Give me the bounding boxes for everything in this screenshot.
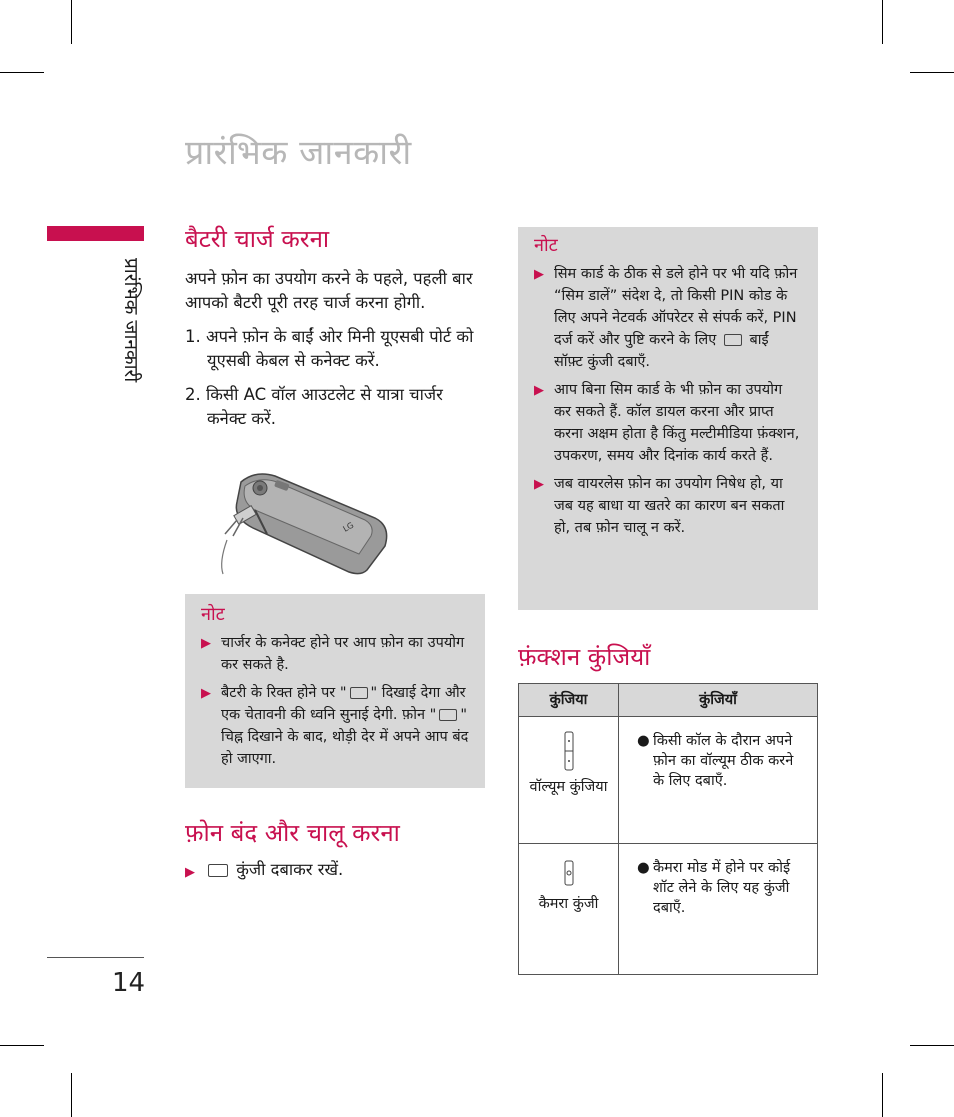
power-section <box>185 816 485 881</box>
note-item: ▶ जब वायरलेस फ़ोन का उपयोग निषेध हो, या जब यह बाधा या खतरे का कारण बन सकता हो, तब फ़ोन चालू न करें. <box>534 476 785 536</box>
crop-mark <box>910 72 954 73</box>
note-item: ▶ चार्जर के कनेक्ट होने पर आप फ़ोन का उपयोग कर सकते है. <box>201 635 465 673</box>
column-header-desc: कुंजियाँ <box>619 684 818 717</box>
arrow-icon: ▶ <box>534 267 544 282</box>
key-description: ● किसी कॉल के दौरान अपने फ़ोन का वॉल्यूम ठीक करने के लिए दबाएँ. <box>637 733 794 789</box>
key-name: कैमरा कुंजी <box>538 896 599 912</box>
battery-step-1: 1. अपने फ़ोन के बाईं ओर मिनी यूएसबी पोर्ट को यूएसबी केबल से कनेक्ट करें. <box>185 327 474 370</box>
note-box-right <box>518 227 818 610</box>
volume-key-icon <box>564 731 574 771</box>
crop-mark <box>910 1045 954 1046</box>
desc-cell <box>619 717 818 844</box>
page-number: 14 <box>112 968 146 998</box>
page-title: प्रारंभिक जानकारी <box>185 133 412 173</box>
crop-mark <box>882 0 883 44</box>
phone-charging-illustration <box>215 462 395 577</box>
crop-mark <box>882 1073 883 1117</box>
left-soft-key-icon <box>724 334 742 346</box>
note-item: ▶ आप बिना सिम कार्ड के भी फ़ोन का उपयोग कर सकते हैं. कॉल डायल करना और प्राप्त करना अक्षम होता है किंतु मल्टीमीडिया फ़ंक्शन, उपकरण, समय और दिनांक कार्य करते हैं. <box>534 382 800 464</box>
crop-mark <box>0 72 44 73</box>
table-row <box>519 717 818 844</box>
table-row <box>519 844 818 975</box>
key-cell <box>519 844 619 975</box>
battery-empty-icon <box>350 687 368 699</box>
crop-mark <box>0 1045 44 1046</box>
power-instruction: ▶ कुंजी दबाकर रखें. <box>185 859 485 881</box>
battery-intro: अपने फ़ोन का उपयोग करने के पहले, पहली बार आपको बैटरी पूरी तरह चार्ज करना होगी. <box>185 269 473 312</box>
arrow-icon: ▶ <box>201 636 211 651</box>
arrow-icon: ▶ <box>185 865 195 880</box>
arrow-icon: ▶ <box>534 477 544 492</box>
footer-rule <box>47 957 144 958</box>
battery-heading: बैटरी चार्ज करना <box>185 225 330 253</box>
battery-section <box>185 222 485 431</box>
camera-key-icon <box>564 860 574 886</box>
key-name: वॉल्यूम कुंजिया <box>529 779 608 795</box>
section-side-label: प्रारंभिक जानकारी <box>120 258 142 383</box>
bullet-icon: ● <box>637 733 650 749</box>
function-keys-table <box>518 683 818 975</box>
crop-mark <box>71 0 72 44</box>
arrow-icon: ▶ <box>534 383 544 398</box>
key-description: ● कैमरा मोड में होने पर कोई शॉट लेने के लिए यह कुंजी दबाएँ. <box>637 860 791 916</box>
power-heading: फ़ोन बंद और चालू करना <box>185 819 400 847</box>
column-header-key: कुंजिया <box>519 684 619 717</box>
arrow-icon: ▶ <box>201 686 211 701</box>
bullet-icon: ● <box>637 860 650 876</box>
note-title: नोट <box>534 235 558 256</box>
key-cell <box>519 717 619 844</box>
function-keys-heading: फ़ंक्शन कुंजियाँ <box>518 643 651 671</box>
end-key-icon <box>208 864 228 877</box>
battery-empty-icon <box>439 709 457 721</box>
table-header-row <box>519 684 818 717</box>
crop-mark <box>71 1073 72 1117</box>
desc-cell <box>619 844 818 975</box>
section-tab-bar <box>47 226 144 241</box>
battery-step-2: 2. किसी AC वॉल आउटलेट से यात्रा चार्जर कनेक्ट करें. <box>185 385 443 428</box>
phone-logo: LG <box>341 520 356 534</box>
note-box-left <box>185 594 485 788</box>
note-item: ▶ बैटरी के रिक्त होने पर " " दिखाई देगा और एक चेतावनी की ध्वनि सुनाई देगी. फ़ोन " " चिह्न दिखाने के बाद, थोड़ी देर में अपने आप बंद हो जाएगा. <box>201 685 469 767</box>
note-item: ▶ सिम कार्ड के ठीक से डले होने पर भी यदि फ़ोन “सिम डालें” संदेश दे, तो किसी PIN कोड के लिए अपने नेटवर्क ऑपरेटर से संपर्क करें, PIN दर्ज करें और पुष्टि करने के लिए बाईं सॉफ़्ट कुंजी दबाएँ. <box>534 266 798 370</box>
note-title: नोट <box>201 604 225 625</box>
